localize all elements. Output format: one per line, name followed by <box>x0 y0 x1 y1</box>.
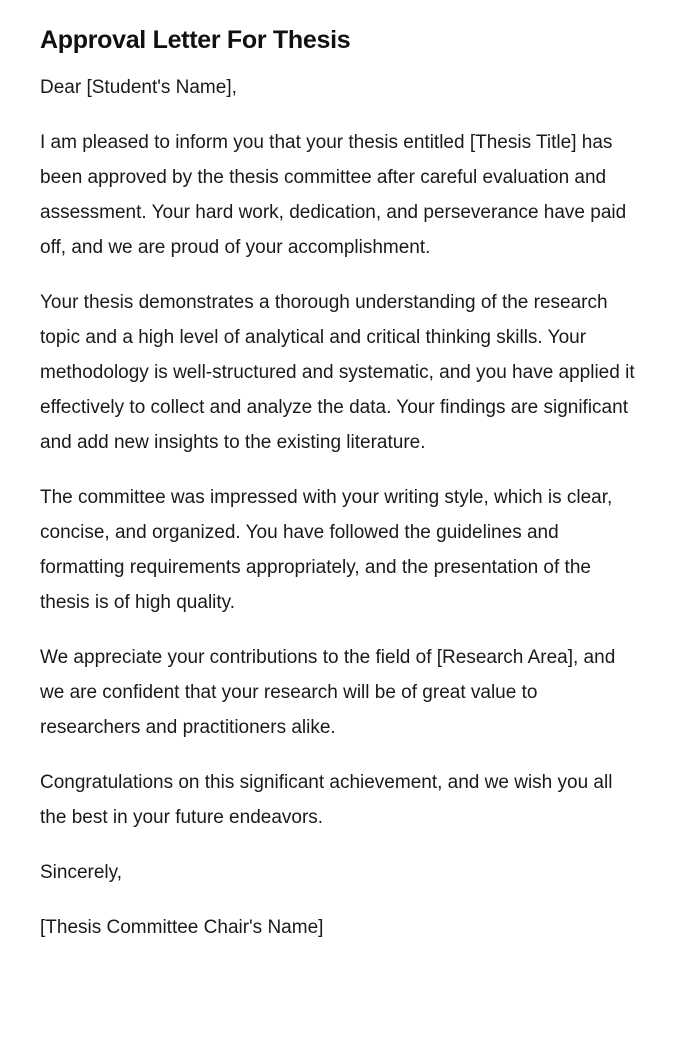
letter-greeting: Dear [Student's Name], <box>40 77 237 98</box>
letter-paragraph-2: Your thesis demonstrates a thorough understanding of the research topic and a high level of analytical and critical thinking skills. Your methodology is well-structured and systematic, and you have applied it effectively to collect and analyze the data. Your findings are significant and add new insights to the existing literature. <box>40 292 635 453</box>
letter-paragraph-5: Congratulations on this significant achievement, and we wish you all the best in your future endeavors. <box>40 772 613 828</box>
letter-page <box>40 20 640 965</box>
letter-paragraph-1: I am pleased to inform you that your thesis entitled [Thesis Title] has been approved by the thesis committee after careful evaluation and assessment. Your hard work, dedication, and perseverance have paid off, and we are proud of your accomplishment. <box>40 132 627 258</box>
letter-title: Approval Letter For Thesis <box>40 26 351 54</box>
letter-signature: [Thesis Committee Chair's Name] <box>40 917 324 938</box>
letter-closing: Sincerely, <box>40 862 123 883</box>
letter-paragraph-4: We appreciate your contributions to the field of [Research Area], and we are confident that your research will be of great value to researchers and practitioners alike. <box>40 647 616 738</box>
letter-paragraph-3: The committee was impressed with your writing style, which is clear, concise, and organized. You have followed the guidelines and formatting requirements appropriately, and the presentation of the thesis is of high quality. <box>40 487 613 613</box>
